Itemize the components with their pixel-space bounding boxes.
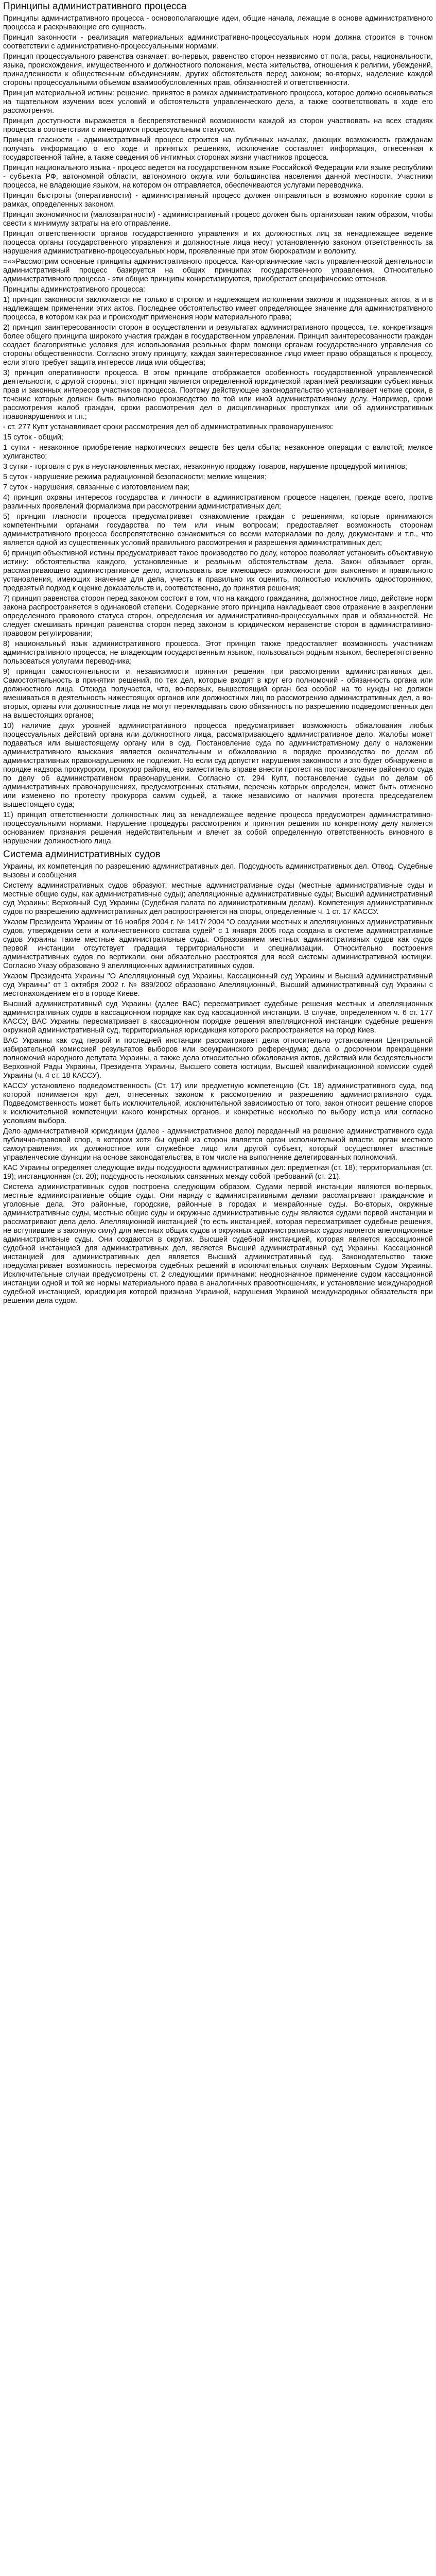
paragraph: 1 сутки - незаконное приобретение наркотических веществ без цели сбыта; незаконное операции с валютой; мелкое хулиганство; [3,444,433,461]
paragraph: Принцип процессуального равенства означает: во-первых, равенство сторон независимо от пола, расы, национальности, языка, происхождения, имущественного и должностного положения, места жительства, отношения к религии, убеждений, принадлежности к общественным объединениям, других обстоятельств перед законом; во-вторых, наделение каждой стороны процессуальными объемом взаимообусловленных прав, обязанностей и ответственности. [3,53,433,87]
paragraph: Указом Президента Украины от 16 ноября 2004 г. № 1417/ 2004 "О создании местных и апелляционных административных судов, утверждении сети и количественного состава судей" с 1 января 2005 года создана в системе административные судов Украины такие местные административные суды. Образованием местных административных судов как судов первой инстанции отсутствует градация территориальности и специализации. Относительно построения административных судов по вертикали, они обязательно расстроятся для всей системы административной юстиции. Согласно Указу образовано 9 апелляционных административных судов. [3,918,433,970]
paragraph: 5 суток - нарушение режима радиационной безопасности; мелкие хищения; [3,473,267,481]
paragraph: 7 суток - нарушения, связанные с изготовлением паи; [3,483,190,492]
paragraph: Система административных судов построена следующим образом. Судами первой инстанции являются во-первых, местные административные общие суды. Они наряду с административными делами рассматривают гражданские и уголовные дела. Это районные, городские, районные в городах и межрайонные суды. Во-вторых, окружные административные суды, местные общие суды и окружные административные суды являются судами первой инстанции и рассматривают дела дело. Апелляционной инстанцией (то есть инстанцией, которая пересматривает судебные решения, не вступившие в законную силу) для местных общих судов и окружных административных судов является апелляционные административные суды. Они создаются в округах. Высшей судебной инстанцией, которая является кассационной судебной инстанцией для административных дел, является Высший административный суд Украины. Кассационной инстанцией для административных дел является Высший административный суд. Законодательство также предусматривает возможность пересмотра судебных решений в исключительных случаях Верховным Судом Украины. Исключительные случаи предусмотрены ст. 2 следующими причинами: неоднозначное применение судом кассационной инстанции одной и той же нормы материального права в аналогичных правоотношениях, и установление международной судебной инстанцией, юрисдикция которой признана Украиной, нарушения Украиной международных обязательств при решении дела судом. [3,1183,433,1305]
paragraph: Принципы административного процесса - основополагающие идеи, общие начала, лежащие в основе административного процесса и раскрывающие его сущность. [3,14,433,31]
paragraph: 3 сутки - торговля с рук в неустановленных местах, незаконную продажу товаров, нарушение процедурой митингов; [3,463,407,471]
paragraph: 5) принцип гласности процесса предусматривает ознакомление граждан с решениями, которые принимаются компетентными органами государства по тем или иным вопросам; предоставляет возможность сторонам административного процесса беспрепятственно ознакомиться со всеми материалами по делу, документами и т.п., что является одной из существенных условий правильного рассмотрения и разрешения административных дел; [3,513,433,547]
paragraph: =«»Рассмотрим основные принципы административного процесса. Как-органические часть управленческой деятельности административный процесс базируется на общих принципах государственного управления. Относительно административного процесса - эти общие принципы конкретизируются, приобретает специфические оттенков. [3,258,433,283]
paragraph: Принцип материальной истины: решение, принятое в рамках административного процесса, которое должно основываться на тщательном изучении всех условий и обстоятельств управленческого дела, а также соответствовать в ходе его рассмотрения. [3,89,433,115]
paragraph: - ст. 277 Купт устанавливает сроки рассмотрения дел об административных правонарушениях: [3,423,334,431]
paragraph: Принцип быстроты (оперативности) - административный процесс должен отправляться в возможно короткие сроки в рамках, определенных законом. [3,192,433,209]
paragraph: Указом Президента Украины "О Апелляционный суд Украины, Кассационный суд Украины и Высший административный суд Украины" от 1 октября 2002 г. № 889/2002 образовано Апелляционный, Высший административный суд Украины с местонахождением его в городе Киеве. [3,972,433,998]
paragraph: 6) принцип объективной истины предусматривает такое производство по делу, которое позволяет установить объективную истину: обстоятельства каждого, установленные и реальным обстоятельствам дела. Закон обязывает орган, рассматривающего административное дело, использовать все имеющиеся возможности для выяснения и правильного установления, имеющих значение для дела, учесть и правильно их оценить, полностью исключить одностороннюю, предвзятый подход к оценке доказательств и, соответственно, до принятия решения; [3,549,433,592]
paragraph: 1) принцип законности заключается не только в строгом и надлежащем исполнении законов и подзаконных актов, а и в надлежащем применении этих актов. Последнее обстоятельство имеет определяющее значение для административного процесса, в котором как раз и происходит применения норм материального права; [3,296,433,321]
paragraph: Принцип доступности выражается в беспрепятственной возможности каждой из сторон участвовать на всех стадиях процесса в соответствии с имеющимся процессуальным статусом. [3,117,433,134]
paragraph: 15 суток - общий; [3,433,63,442]
courts-section [3,862,433,1306]
paragraph: Принцип законности - реализация материальных административно-процессуальных норм должна строится в точном соответствии с административно-процессуальными нормами. [3,33,433,50]
paragraph: КАССУ установлено подведомственность (Ст. 17) или предметную компетенцию (Ст. 18) административного суда, под которой понимается круг дел, отнесенных законом к рассмотрению и разрешению административного суда. Подведомственность может быть исключительной, исключительной зависимостью от того, закон относит решение споров к исключительной компетенции какого конкретных органов, и конкретные несколько по выбору истца или согласно условиям выбора. [3,1082,433,1125]
paragraph: 7) принцип равенства сторон перед законом состоит в том, что на каждого гражданина, должностное лицо, действие норм закона распространяется в одинаковой степени. Содержание этого принципа накладывает свое отражение в закреплении определенного правового статуса сторон, определения их административно-процессуальных прав и обязанностей. Не следует смешивать принцип равенства сторон перед законом в юридическом неравенстве сторон в административно-правовом регулировании; [3,595,433,638]
paragraph: 3) принцип оперативности процесса. В этом принципе отображается особенность государственной управленческой деятельности, с другой стороны, этот принцип является определенной юридической гарантией реализации субъективных прав и законных интересов участников процесса. Поэтому действующее законодательство устанавливает четкие сроки, в течение которых должен быть выполнено производство по той или иной административному делу. Например, сроки рассмотрения жалоб граждан, сроки рассмотрения дел о дисциплинарных проступках или об административных правонарушениях и т.п.; [3,369,433,421]
paragraph: Украины, их компетенция по разрешению административных дел. Подсудность административных дел. Отвод. Судебные вызовы и сообщения [3,862,433,879]
paragraph: Принцип национального языка - процесс ведется на государственном языке Российской Федерации или языке республики - субъекта РФ, автономной области, автономного округа или большинства населения данной местности. Участники процесса, не владеющие языком, на котором он отправляется, обеспечиваются услугами переводчика. [3,164,433,190]
section-title: Система административных судов [3,849,161,860]
paragraph: 4) принцип охраны интересов государства и личности в административном процессе нацелен, прежде всего, против различных проявлений формализма при рассмотрении административных дел; [3,494,433,511]
paragraph: Принципы административного процесса: [3,285,146,294]
principles-section [3,14,433,846]
paragraph: Принцип гласности - административный процесс строится на публичных началах, дающих возможность гражданам получать информацию о его ходе и принятых решениях, исключение составляет информация, отнесенная к государственной тайне, а также сведения об интимных сторонах жизни участников процесса. [3,136,433,162]
paragraph: 8) национальный язык административного процесса. Этот принцип также предоставляет возможность участникам административного процесса, не владеющим государственным языком, пользоваться родным языком, бесперепятственно пользоваться услугами переводчика; [3,640,433,666]
paragraph: Систему административных судов образуют: местные административные суды (местные административные суды и местные общие суды, как административные суды); апелляционные административные суды; Высший административный суд Украины; Верховный Суд Украины (Судебная палата по административным делам). Компетенция административных судов по разрешению административных дел распространяется на споры, определенные ч. 1 ст. 17 КАССУ. [3,882,433,916]
paragraph: 2) принцип заинтересованности сторон в осуществлении и результатах административного процесса, т.е. конкретизация более общего принципа широкого участия граждан в государственном управлении. Принцип заинтересованности граждан создает благоприятные условия для использования реальных форм помощи органам государственного управления со стороны общественности. Согласно этому принципу, каждая заинтересованное лицо имеет право обращаться к процессу, если этого требует защита интересов лица или общества; [3,324,433,367]
paragraph: ВАС Украины как суд первой и последней инстанции рассматривает дела относительно установления Центральной избирательной комиссией результатов выборов или всеукраинского референдума; дела о досрочном прекращении полномочий народного депутата Украины, а также дела относительно обжалования актов, действий или бездеятельности Верховной Рады Украины, Президента Украины, Высшего совета юстиции, Высшей квалификационной комиссии судей Украины (ч. 4 ст. 18 КАССУ). [3,1037,433,1080]
paragraph: Высший административный суд Украины (далее ВАС) пересматривает судебные решения местных и апелляционных административных судов в кассационном порядке как суд кассационной инстанции. В случае, определенном ч. 6 ст. 177 КАССУ, ВАС Украины пересматривает в кассационном порядке решения апелляционной инстанции судебные решения окружной административный суд, территориальная юрисдикция которого распространяется на город Киев. [3,1000,433,1035]
paragraph: 10) наличие двух уровней административного процесса предусматривает возможность обжалования любых процессуальных действий органа или должностного лица, рассматривающего административное дело. Жалобы может подаваться или вышестоящему органу или в суд. Постановление суда по административному делу о наложении административного взыскания является окончательным и обжалованию в порядке производства по делам об административных правонарушениях не подлежит. Но если суд допустит нарушения законности и это будет обнаружено в порядке надзора прокурором, прокурор района, его заместитель вправе внести протест на постановление районного суда по делу об административном правонарушении. Согласно ст. 294 Купт, постановление судьи по делам об административных правонарушениях, предусмотренных статьями, перечень которых определен, может быть отменено или изменено по протесту прокурора самим судьей, а также независимо от наличия протеста председателем вышестоящего суда; [3,722,433,809]
paragraph: Принцип экономичности (малозатратности) - административный процесс должен быть организован таким образом, чтобы свести к минимуму затраты на его отправление. [3,211,433,228]
paragraph: 11) принцип ответственности должностных лиц за ненадлежащее ведение процесса предусмотрен административно-процессуальными нормами. Нарушение процедуры рассмотрения и принятия решения по конкретному делу является основанием признания решения недействительным и влечет за собой определенную ответственность виновного в нарушении должностного лица. [3,811,433,845]
paragraph: Принцип ответственности органов государственного управления и их должностных лиц за ненадлежащее ведение процесса органы государственного управления и должностные лица несут установленную законом ответственность за нарушения административно-процессуальных норм, проявленные при этом бюрократизм и волокиту. [3,230,433,256]
paragraph: 9) принцип самостоятельности и независимости принятия решения при рассмотрении административных дел. Самостоятельность в принятии решений, по тех дел, которые входят в круг его полномочий - обязанность органа или должностного лица. Отсюда получается, что, во-первых, вышестоящий орган без особой на то нужды не должен вмешиваться в деятельность нижестоящих органов или должностных лиц по рассмотрению административных дел, а во-вторых, органы или должностные лица не могут перекладывать свою обязанность по разрешению подведомственных дел на вышестоящих органов; [3,668,433,720]
document-title: Принципы административного процесса [3,1,187,12]
paragraph: Дело административной юрисдикции (далее - административное дело) переданный на решение административного суда публично-правовой спор, в котором хотя бы одной из сторон является орган исполнительной власти, орган местного самоуправления, их должностное или служебное лицо или другой субъект, который осуществляет властные управленческие функции на основе законодательства, в том числе на выполнение делегированных полномочий. [3,1127,433,1162]
paragraph: КАС Украины определяет следующие виды подсудности административных дел: предметная (ст. 18); территориальная (ст. 19); инстанционная (ст. 20); подсудность нескольких связанных между собой требований (ст. 21). [3,1164,433,1181]
